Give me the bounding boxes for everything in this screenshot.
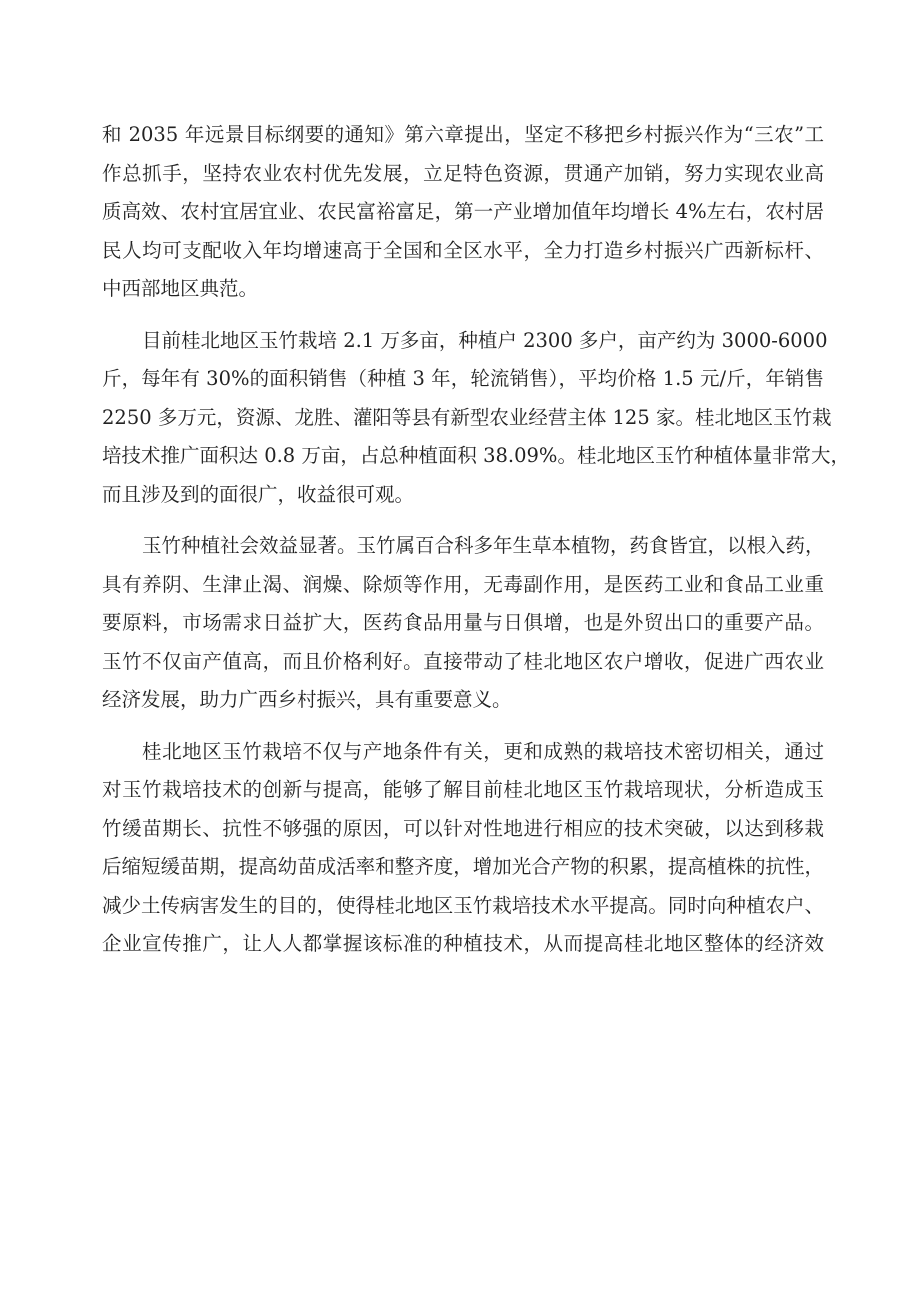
- text-line: 对玉竹栽培技术的创新与提高，能够了解目前桂北地区玉竹栽培现状，分析造成玉: [102, 778, 824, 801]
- text-line: 玉竹不仅亩产值高，而且价格利好。直接带动了桂北地区农户增收，促进广西农业: [102, 649, 824, 673]
- text-line: 竹缓苗期长、抗性不够强的原因，可以针对性地进行相应的技术突破，以达到移栽: [102, 816, 824, 840]
- text-line: 质高效、农村宜居宜业、农民富裕富足，第一产业增加值年均增长 4%左右，农村居: [102, 200, 824, 223]
- text-line: 目前桂北地区玉竹栽培 2.1 万多亩，种植户 2300 多户，亩产约为 3000-6000: [142, 328, 828, 352]
- text-line: 民人均可支配收入年均增速高于全国和全区水平，全力打造乡村振兴广西新标杆、: [102, 238, 824, 262]
- text-line: 2250 多万元，资源、龙胜、灌阳等县有新型农业经营主体 125 家。桂北地区玉竹栽: [102, 405, 832, 429]
- text-line: 玉竹种植社会效益显著。玉竹属百合科多年生草本植物，药食皆宜，以根入药，: [142, 534, 825, 557]
- text-line: 减少土传病害发生的目的，使得桂北地区玉竹栽培技术水平提高。同时向种植农户、: [102, 893, 824, 917]
- text-line: 而且涉及到的面很广，收益很可观。: [102, 482, 415, 506]
- text-line: 中西部地区典范。: [102, 277, 259, 300]
- text-line: 企业宣传推广，让人人都掌握该标准的种植技术，从而提高桂北地区整体的经济效: [102, 932, 824, 955]
- paragraph-4: [102, 733, 824, 964]
- text-line: 和 2035 年远景目标纲要的通知》第六章提出，坚定不移把乡村振兴作为“三农”工: [102, 123, 824, 146]
- text-line: 培技术推广面积达 0.8 万亩，占总种植面积 38.09%。桂北地区玉竹种植体量非常大，: [102, 444, 850, 467]
- paragraph-3: [102, 527, 824, 720]
- paragraph-1: [102, 116, 824, 309]
- text-line: 要原料，市场需求日益扩大，医药食品用量与日俱增，也是外贸出口的重要产品。: [102, 611, 824, 634]
- text-line: 斤，每年有 30%的面积销售（种植 3 年，轮流销售），平均价格 1.5 元/斤，年销售: [102, 367, 824, 390]
- document-body: [102, 116, 850, 977]
- text-line: 后缩短缓苗期，提高幼苗成活率和整齐度，增加光合产物的积累，提高植株的抗性，: [102, 855, 824, 878]
- text-line: 具有养阴、生津止渴、润燥、除烦等作用，无毒副作用，是医药工业和食品工业重: [102, 572, 824, 596]
- text-line: 作总抓手，坚持农业农村优先发展，立足特色资源，贯通产加销，努力实现农业高: [102, 161, 824, 185]
- paragraph-2: [102, 322, 850, 515]
- text-line: 桂北地区玉竹栽培不仅与产地条件有关，更和成熟的栽培技术密切相关，通过: [142, 739, 824, 763]
- text-line: 经济发展，助力广西乡村振兴，具有重要意义。: [102, 688, 512, 711]
